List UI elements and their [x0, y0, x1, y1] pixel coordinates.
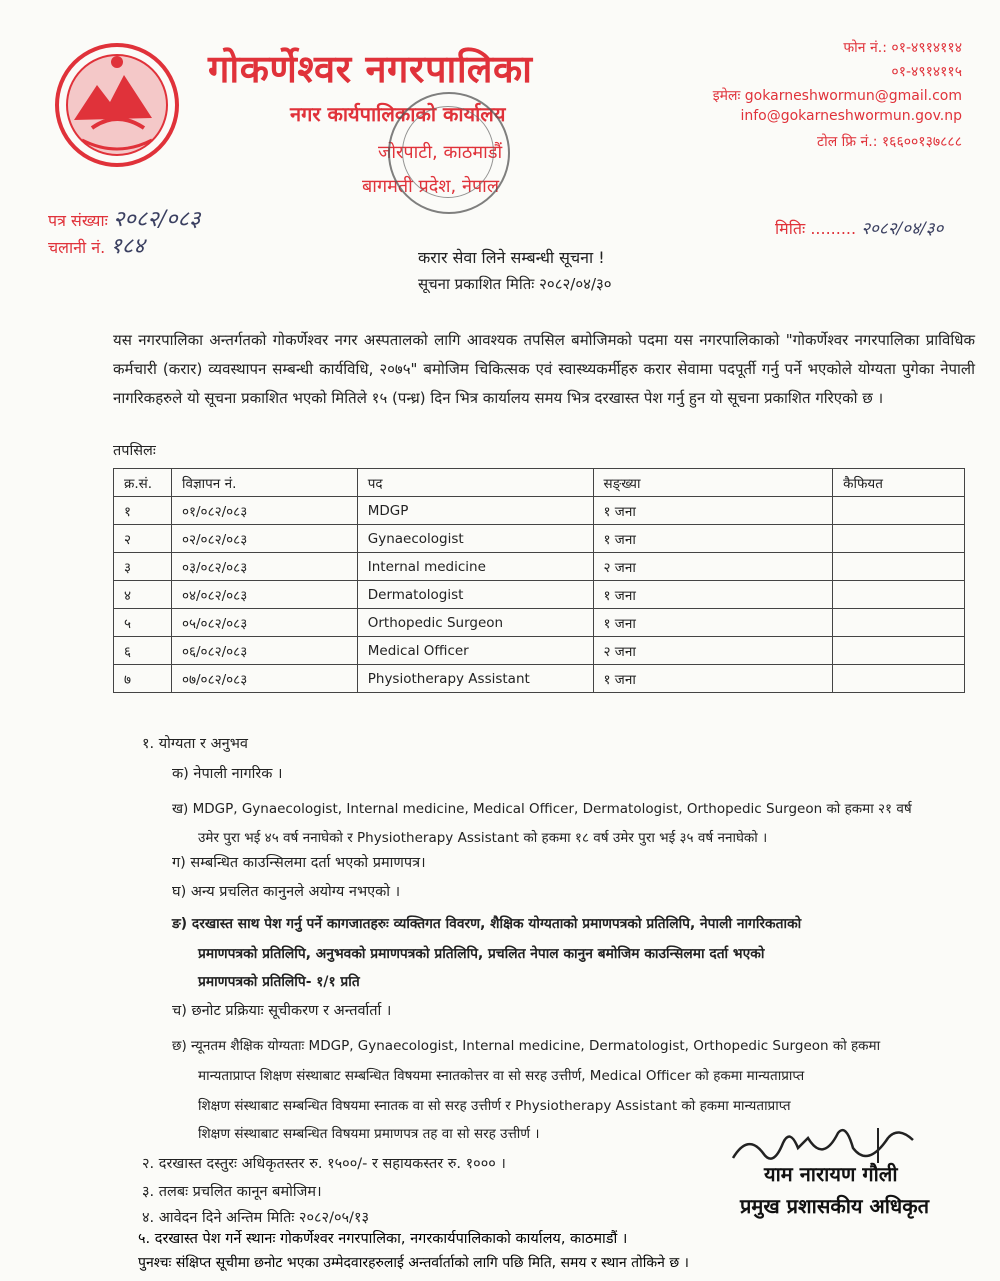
cell-count: १ जना [593, 665, 833, 693]
cell-count: १ जना [593, 497, 833, 525]
cell-post: Medical Officer [357, 637, 593, 665]
req-chha-4: शिक्षण संस्थाबाट सम्बन्धित विषयमा प्रमाणपत्र तह वा सो सरह उत्तीर्ण । [198, 1126, 540, 1142]
address-line-2: बागमती प्रदेश, नेपाल [362, 176, 500, 197]
table-row [114, 637, 965, 665]
req-chha-1: छ) न्यूनतम शैक्षिक योग्यताः MDGP, Gynaecologist, Internal medicine, Dermatologist, Orthopedic Surgeon को हकमा [172, 1038, 881, 1054]
cell-ad-number: ०२/०८२/०८३ [171, 525, 357, 553]
cell-serial: ५ [114, 609, 172, 637]
email-line-2 [740, 108, 962, 124]
req-chha-3: शिक्षण संस्थाबाट सम्बन्धित विषयमा स्नातक वा सो सरह उत्तीर्ण र Physiotherapy Assistant को हकमा मान्यताप्राप्त [198, 1098, 791, 1114]
cell-serial: ३ [114, 553, 172, 581]
cell-ad-number: ०३/०८२/०८३ [171, 553, 357, 581]
req-ga: ग) सम्बन्धित काउन्सिलमा दर्ता भएको प्रमाणपत्र। [172, 855, 426, 871]
item-5-location: ५. दरखास्त पेश गर्ने स्थानः गोकर्णेश्वर नगरपालिका, नगरकार्यपालिकाको कार्यालय, काठमाडौं । [138, 1231, 628, 1247]
table-row [114, 525, 965, 553]
letter-number-label: पत्र संख्याः [48, 211, 108, 230]
cell-count: २ जना [593, 553, 833, 581]
cell-count: २ जना [593, 637, 833, 665]
date-row [775, 216, 943, 239]
email-label: इमेलः [712, 88, 741, 104]
table-row [114, 581, 965, 609]
req-ka: क) नेपाली नागरिक । [172, 766, 283, 782]
cell-ad-number: ०५/०८२/०८३ [171, 609, 357, 637]
dispatch-number-value: १८४ [110, 234, 145, 259]
tollfree-number: १६६००१३७८८८ [881, 134, 962, 150]
office-stamp-inner-icon [402, 106, 494, 198]
notice-published-row [418, 274, 612, 294]
cell-remarks [833, 637, 965, 665]
letter-number-row [48, 203, 200, 233]
cell-serial: १ [114, 497, 172, 525]
letter-number-value: २०८२/०८३ [112, 207, 201, 232]
date-label: मितिः [775, 219, 806, 238]
cell-serial: २ [114, 525, 172, 553]
email-link-1[interactable]: gokarneshwormun@gmail.com [744, 88, 962, 104]
col-count: सङ्ख्या [593, 469, 833, 497]
req-nga-2: प्रमाणपत्रको प्रतिलिपि, अनुभवको प्रमाणपत्रको प्रतिलिपि, प्रचलित नेपाल कानुन बमोजिम काउन्सिलमा दर्ता भएको [198, 946, 765, 962]
req-kha-2: उमेर पुरा भई ४५ वर्ष ननाघेको र Physiotherapy Assistant को हकमा १८ वर्ष उमेर पुरा भई ३५ वर्ष ननाघेको । [198, 830, 768, 846]
cell-post: MDGP [357, 497, 593, 525]
item-4-deadline: ४. आवेदन दिने अन्तिम मितिः २०८२/०५/१३ [142, 1210, 370, 1226]
table-row [114, 553, 965, 581]
req-cha: च) छनोट प्रक्रियाः सूचीकरण र अन्तर्वार्ता । [172, 1003, 392, 1019]
cell-post: Dermatologist [357, 581, 593, 609]
notice-heading: करार सेवा लिने सम्बन्धी सूचना ! [418, 248, 605, 267]
municipality-title: गोकर्णेश्वर नगरपालिका [208, 47, 533, 91]
dispatch-number-row [48, 230, 145, 260]
item-3-salary: ३. तलबः प्रचलित कानून बमोजिम। [142, 1184, 322, 1200]
col-ad-number: विज्ञापन नं. [171, 469, 357, 497]
cell-serial: ७ [114, 665, 172, 693]
cell-count: १ जना [593, 525, 833, 553]
req-chha-2: मान्यताप्राप्त शिक्षण संस्थाबाट सम्बन्धित विषयमा स्नातकोत्तर वा सो सरह उत्तीर्ण, Medical Officer को हकमा मान्यताप्राप्त [198, 1068, 805, 1084]
cell-ad-number: ०६/०८२/०८३ [171, 637, 357, 665]
dispatch-number-label: चलानी नं. [48, 238, 106, 257]
cell-post: Physiotherapy Assistant [357, 665, 593, 693]
table-row [114, 609, 965, 637]
col-serial: क्र.सं. [114, 469, 172, 497]
table-row [114, 665, 965, 693]
req-gha: घ) अन्य प्रचलित कानुनले अयोग्य नभएको । [172, 884, 401, 900]
date-dots: ......... [810, 219, 857, 238]
email-link-2[interactable]: info@gokarneshwormun.gov.np [740, 108, 962, 124]
postscript: पुनश्चः संक्षिप्त सूचीमा छनोट भएका उम्मेदवारहरुलाई अन्तर्वार्ताको लागि पछि मिति, समय र स्थान तोकिने छ । [138, 1255, 689, 1271]
posts-table [113, 468, 965, 693]
cell-ad-number: ०७/०८२/०८३ [171, 665, 357, 693]
req-nga-3: प्रमाणपत्रको प्रतिलिपि- १/१ प्रति [198, 974, 360, 990]
cell-ad-number: ०४/०८२/०८३ [171, 581, 357, 609]
details-label: तपसिलः [113, 443, 156, 459]
phone-label: फोन नं.: [843, 40, 887, 56]
tollfree-line [817, 132, 962, 151]
table-header-row [114, 469, 965, 497]
cell-count: १ जना [593, 581, 833, 609]
cell-remarks [833, 553, 965, 581]
tollfree-label: टोल फ्रि नं.: [817, 134, 878, 150]
cell-serial: ६ [114, 637, 172, 665]
date-value: २०८२/०४/३० [861, 219, 944, 239]
address-line-1: जोरपाटी, काठमाडौं [378, 142, 503, 163]
cell-ad-number: ०१/०८२/०८३ [171, 497, 357, 525]
cell-remarks [833, 525, 965, 553]
cell-post: Internal medicine [357, 553, 593, 581]
item-2-fee: २. दरखास्त दस्तुरः अधिकृतस्तर रु. १५००/- र सहायकस्तर रु. १००० । [142, 1156, 506, 1172]
cell-remarks [833, 581, 965, 609]
phone-1: ०१-४९१४११४ [891, 40, 962, 56]
email-line-1 [713, 86, 962, 105]
cell-serial: ४ [114, 581, 172, 609]
signatory-name: याम नारायण गौली [764, 1162, 898, 1186]
cell-post: Orthopedic Surgeon [357, 609, 593, 637]
table-row [114, 497, 965, 525]
notice-paragraph: यस नगरपालिका अन्तर्गतको गोकर्णेश्वर नगर अस्पतालको लागि आवश्यक तपसिल बमोजिमको पदमा यस नगरपालिकाको "गोकर्णेश्वर नगरपालिका प्राविधिक कर्मचारी (करार) व्यवस्थापन सम्बन्धी कार्यविधि, २०७५" बमोजिम चिकित्सक एवं स्वास्थ्यकर्मीहरु करार सेवामा पदपूर्ती गर्नु पर्ने भएकोले योग्यता पुगेका नेपाली नागरिकहरुले यो सूचना प्रकाशित भएको मितिले १५ (पन्ध्र) दिन भित्र कार्यालय समय भित्र दरखास्त पेश गर्नु हुन यो सूचना प्रकाशित गरिएको छ । [113, 331, 975, 407]
section-1-title: १. योग्यता र अनुभव [142, 736, 248, 752]
req-nga-1: ङ) दरखास्त साथ पेश गर्नु पर्ने कागजातहरुः व्यक्तिगत विवरण, शैक्षिक योग्यताको प्रमाणपत्रको प्रतिलिपि, नेपाली नागरिकताको [172, 916, 802, 932]
col-remarks: कैफियत [833, 469, 965, 497]
cell-count: १ जना [593, 609, 833, 637]
nepal-emblem-icon [52, 40, 182, 170]
cell-remarks [833, 497, 965, 525]
phone-line-2: ०१-४९१४११५ [891, 64, 962, 80]
office-subtitle: नगर कार्यपालिकाको कार्यालय [290, 102, 506, 126]
published-date: २०८२/०४/३० [539, 275, 612, 293]
req-kha-1: ख) MDGP, Gynaecologist, Internal medicine, Medical Officer, Dermatologist, Orthopedic Surgeon को हकमा २१ वर्ष [172, 801, 912, 817]
cell-post: Gynaecologist [357, 525, 593, 553]
published-label: सूचना प्रकाशित मितिः [418, 275, 535, 293]
signatory-designation: प्रमुख प्रशासकीय अधिकृत [740, 1194, 929, 1218]
cell-remarks [833, 665, 965, 693]
col-post: पद [357, 469, 593, 497]
cell-remarks [833, 609, 965, 637]
phone-line-1 [843, 38, 962, 57]
